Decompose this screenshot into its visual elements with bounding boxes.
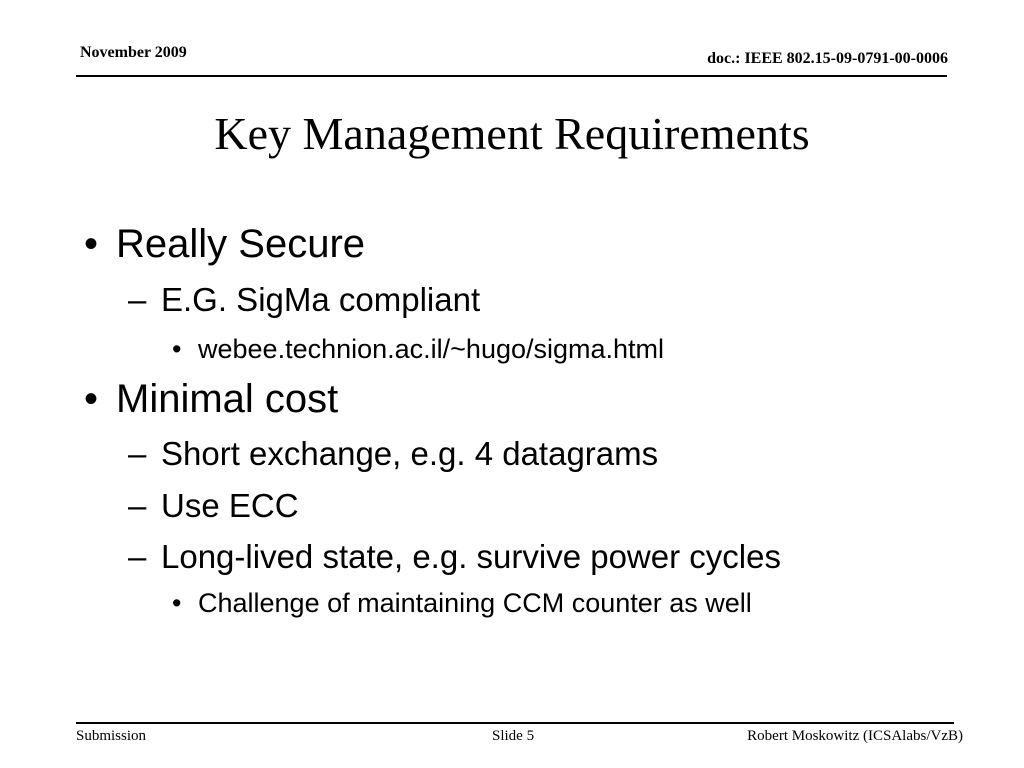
bullet-text: Long-lived state, e.g. survive power cycles bbox=[161, 538, 781, 575]
footer-left: Submission bbox=[76, 728, 147, 744]
bullet-marker: • bbox=[84, 377, 99, 421]
bullet-text: webee.technion.ac.il/~hugo/sigma.html bbox=[198, 334, 665, 364]
header-date: November 2009 bbox=[80, 44, 187, 61]
dash-marker: – bbox=[128, 538, 147, 575]
dash-marker: – bbox=[128, 487, 147, 524]
footer-rule bbox=[76, 722, 954, 724]
footer-author: Robert Moskowitz (ICSAlabs/VzB) bbox=[747, 728, 963, 744]
bullet-marker: • bbox=[172, 588, 182, 618]
bullet-marker: • bbox=[172, 334, 182, 364]
slide-title: Key Management Requirements bbox=[214, 108, 810, 159]
dash-marker: – bbox=[128, 435, 147, 472]
footer-slide-number: Slide 5 bbox=[492, 728, 535, 744]
bullet-text: Challenge of maintaining CCM counter as well bbox=[198, 588, 752, 618]
header-rule bbox=[76, 75, 947, 77]
bullet-text: Short exchange, e.g. 4 datagrams bbox=[161, 435, 659, 472]
header-doc-id: doc.: IEEE 802.15-09-0791-00-0006 bbox=[707, 50, 948, 67]
bullet-text: E.G. SigMa compliant bbox=[161, 281, 481, 318]
dash-marker: – bbox=[128, 281, 147, 318]
bullet-text: Minimal cost bbox=[116, 377, 339, 421]
bullet-marker: • bbox=[84, 222, 99, 266]
bullet-text: Really Secure bbox=[116, 222, 366, 266]
bullet-text: Use ECC bbox=[161, 487, 299, 524]
